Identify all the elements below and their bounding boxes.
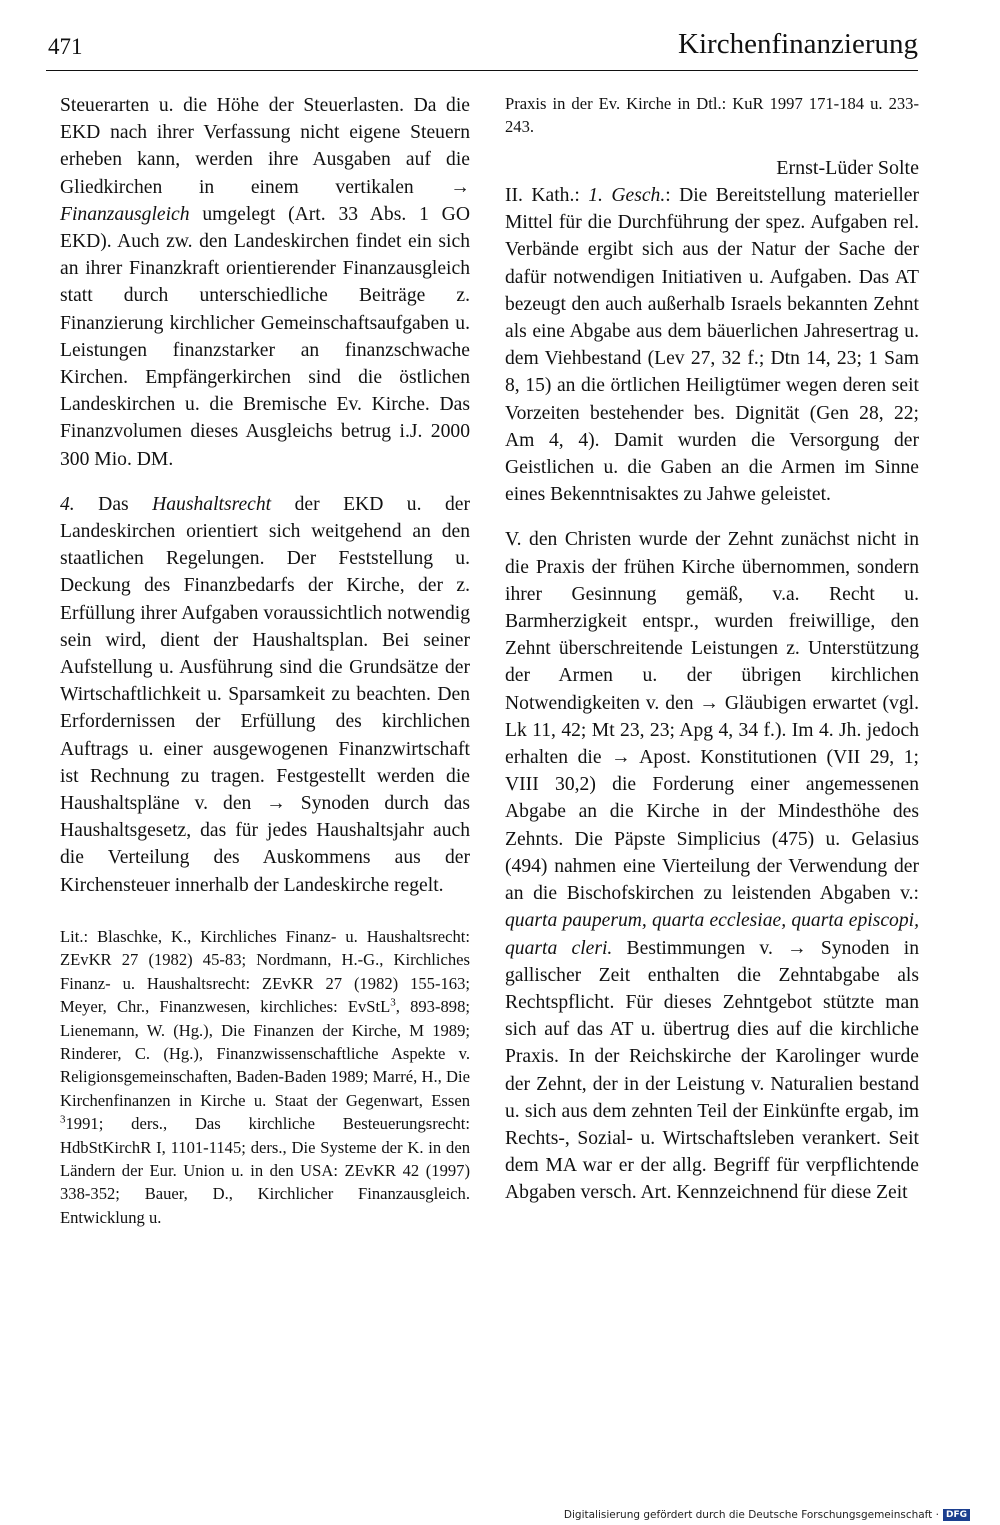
paragraph-text: Steuerarten u. die Höhe der Steuerlasten. Da die EKD nach ihrer Verfassung nicht eigene Steuern erheben kann, werden ihre Ausgaben auf die Gliedkirchen in einem vertikalen [60, 95, 470, 198]
paragraph-kath-geschichte [505, 182, 919, 508]
running-head: Kirchenfinanzierung [678, 28, 918, 60]
latin-quote: quarta pauperum, quarta ecclesiae, quarta episcopi, quarta cleri. [505, 910, 919, 959]
paragraph-text: : Die Bereitstellung materieller Mittel für die Durchführung der spez. Aufgaben rel. Verbände ergibt sich aus der Natur der Sache der dafür notwendigen Initiativen u. Aufgaben. Das AT bezeugt den auch außerhalb Israels bekannten Zehnt als eine Abgabe aus dem bäuerlichen Jahresertrag u. dem Viehbestand (Lev 27, 32 f.; Dtn 14, 23; 1 Sam 8, 15) an die örtlichen Heiligtümer wegen deren seit Vorzeiten bestehender bes. Dignität (Gen 28, 22; Am 4, 4). Damit wurden die Versorgung der Geistlichen u. die Gaben an die Armen im Sinne eines Bekenntnisaktes zu Jahwe geleistet. [505, 185, 919, 506]
superscript: 3 [60, 1113, 66, 1126]
paragraph-text: Das [74, 493, 153, 515]
key-term: Haushaltsrecht [152, 493, 272, 515]
section-number: 4. [60, 493, 75, 515]
right-column [505, 92, 919, 1207]
paragraph-haushaltsrecht [60, 491, 470, 899]
superscript: 3 [390, 996, 396, 1009]
paragraph-christen-zehnt [505, 526, 919, 1206]
paragraph-finanzausgleich [60, 92, 470, 473]
paragraph-text: V. den Christen wurde der Zehnt zunächst nicht in die Praxis der frühen Kirche übernommen, sondern ihrer Gesinnung gemäß, v.a. Recht u. Barmherzigkeit entspr., wurden freiwillige, den Zehnt überschreitende Leistungen z. Unterstützung der Armen u. der übrigen kirchlichen Notwendigkeiten v. den → Gläubigen erwartet (vgl. Lk 11, 42; Mt 23, 23; Apg 4, 34 f.). Im 4. Jh. jedoch erhalten die → Apost. Konstitutionen (VII 29, 1; VIII 30,2) die Forderung einer angemessenen Abgabe an die Kirche in der Mindesthöhe des Zehnts. Die Päpste Simplicius (475) u. Gelasius (494) nahmen eine Vierteilung der Verwendung der an die Bischofskirchen zu leistenden Abgaben v.: [505, 529, 919, 905]
footer-text: Digitalisierung gefördert durch die Deutsche Forschungsgemeinschaft · [563, 1509, 939, 1521]
subsection-heading: 1. Gesch. [588, 185, 666, 207]
cross-reference-term: Finanzausgleich [60, 203, 190, 225]
dfg-logo: DFG [943, 1509, 970, 1521]
literature-text: Lit.: Blaschke, K., Kirchliches Finanz- u. Haushaltsrecht: ZEvKR 27 (1982) 45-83; Nordmann, H.-G., Kirchliches Finanz- u. Haushaltsrecht: ZEvKR 27 (1982) 155-163; Meyer, Chr., Finanzwesen, kirchliches: EvStL [60, 926, 470, 1017]
author-signature: Ernst-Lüder Solte [776, 156, 919, 179]
page-number: 471 [48, 34, 83, 59]
cross-reference-arrow: → [413, 176, 470, 198]
left-column [60, 92, 470, 1229]
header-rule [46, 70, 918, 71]
literature-list [60, 925, 470, 1229]
digitization-footer [564, 1509, 970, 1521]
paragraph-text: Bestimmungen v. → Synoden in gallischer Zeit enthalten die Zehntabgabe als Rechtspflicht. Für dieses Zehntgebot stützte man sich auf das AT u. übertrug dies auf die kirchliche Praxis. In der Reichskirche der Karolinger wurde der Zehnt, der in der Leistung v. Naturalien bestand u. sich aus dem zehnten Teil der Einkünfte ergab, im Rechts-, Sozial- u. Wirtschaftsleben verankert. Seit dem MA war er der allg. Begriff für verpflichtende Abgaben versch. Art. Kennzeichnend für diese Zeit [505, 937, 919, 1204]
literature-text: , 893-898; Lienemann, W. (Hg.), Die Finanzen der Kirche, M 1989; Rinderer, C. (Hg.), Finanzwissenschaftliche Aspekte v. Religionsgemeinschaften, Baden-Baden 1989; Marré, H., Die Kirchenfinanzen in Kirche u. Staat der Gegenwart, Essen [60, 997, 470, 1110]
literature-text: 1991; ders., Das kirchliche Besteuerungsrecht: HdbStKirchR I, 1101-1145; ders., Die Systeme der K. in den Ländern der Eur. Union u. in den USA: ZEvKR 42 (1997) 338-352; Bauer, D., Kirchlicher Finanzausgleich. Entwicklung u. [60, 1114, 470, 1227]
paragraph-text: umgelegt (Art. 33 Abs. 1 GO EKD). Auch zw. den Landeskirchen findet ein sich an ihrer Finanzkraft orientierender Finanzausgleich statt durch unterschiedliche Beiträge z. Finanzierung kirchlicher Gemeinschaftsaufgaben u. Leistungen finanzstarker an finanzschwache Kirchen. Empfängerkirchen sind die östlichen Landeskirchen u. die Bremische Ev. Kirche. Das Finanzvolumen dieses Ausgleichs betrug i.J. 2000 300 Mio. DM. [60, 203, 470, 470]
section-heading: II. Kath.: [505, 185, 589, 207]
literature-continuation: Praxis in der Ev. Kirche in Dtl.: KuR 1997 171-184 u. 233- 243. [505, 94, 919, 137]
paragraph-text: der EKD u. der Landeskirchen orientiert sich weitgehend an den staatlichen Regelungen. Der Feststellung u. Deckung des Finanzbedarfs der Kirche, der z. Erfüllung ihrer Aufgaben voraussichtlich notwendig sein wird, dient der Haushaltsplan. Bei seiner Aufstellung u. Ausführung sind die Grundsätze der Wirtschaftlichkeit u. Sparsamkeit zu beachten. Den Erfordernissen der Erfüllung des kirchlichen Auftrags u. einer ausgewogenen Finanzwirtschaft ist Rechnung zu tragen. Festgestellt werden die Haushaltspläne v. den → Synoden durch das Haushaltsgesetz, das für jedes Haushaltsjahr auch die Verteilung des Auskommens aus der Kirchensteuer innerhalb der Landeskirche regelt. [60, 493, 470, 896]
